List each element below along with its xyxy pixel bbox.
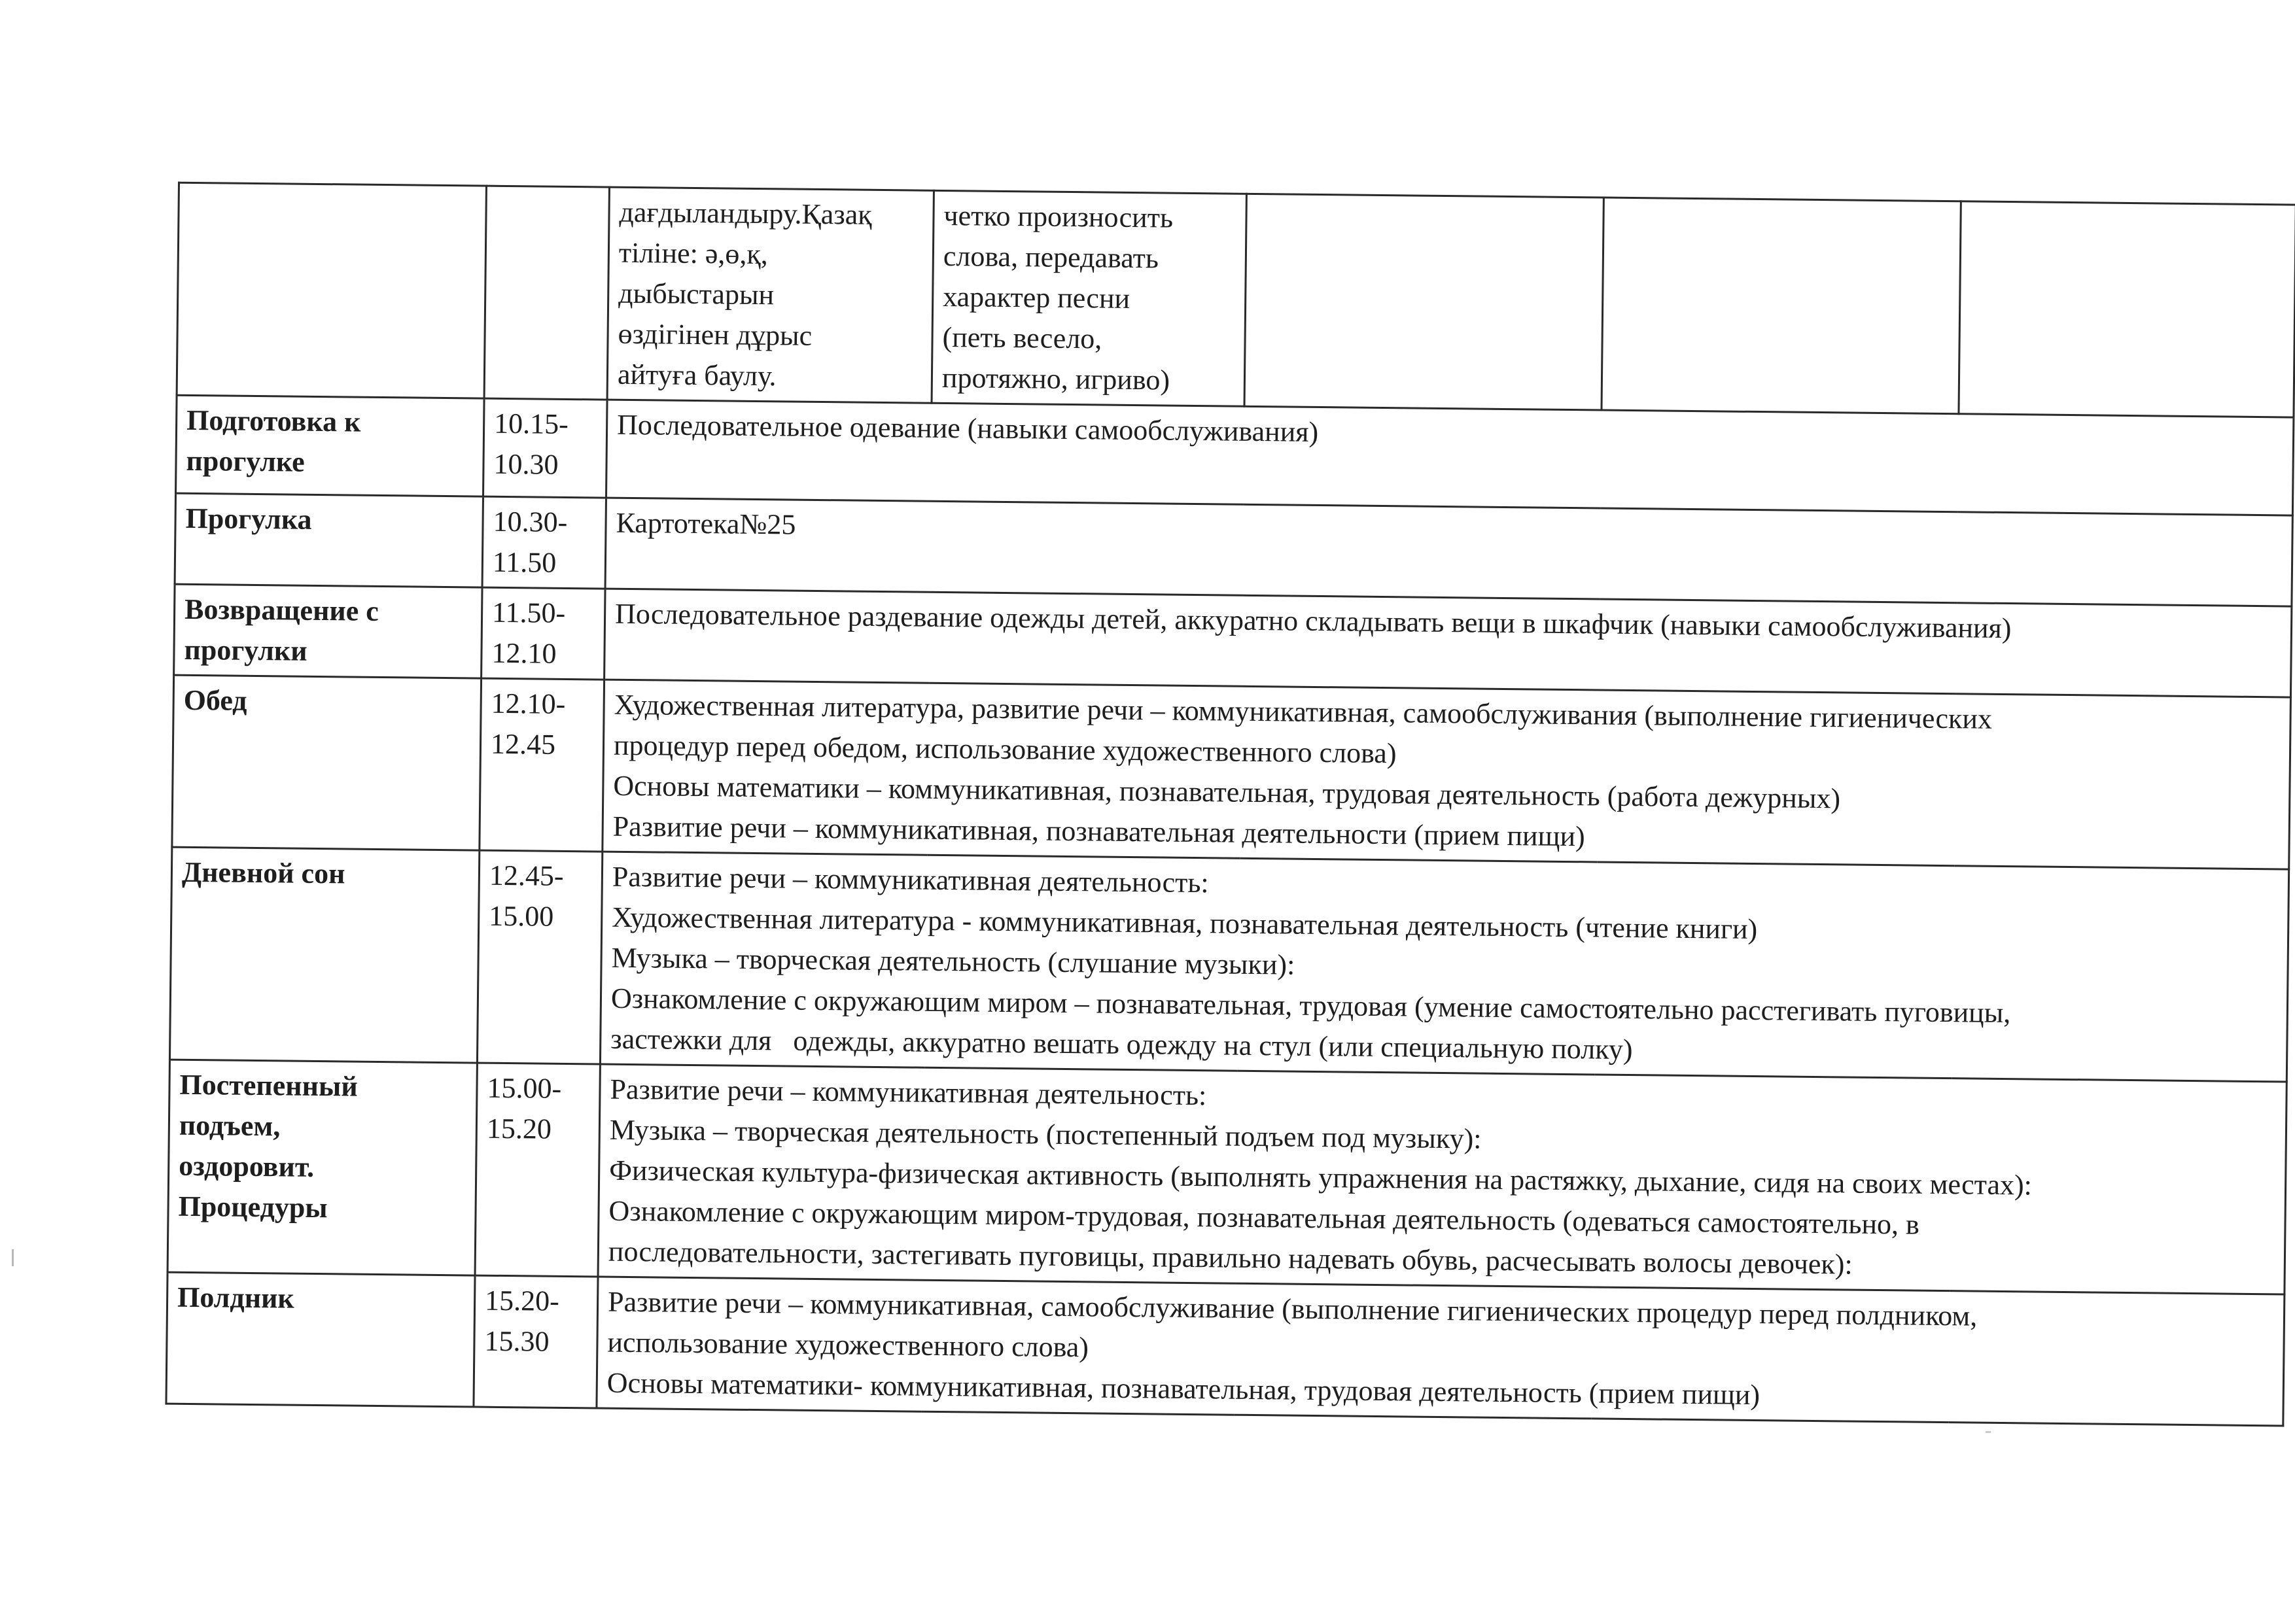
table-row — [169, 847, 2288, 1082]
row-label: Постепенный подъем, оздоровит. Процедуры — [167, 1060, 477, 1275]
row-activity: Последовательное раздевание одежды детей, аккуратно складывать вещи в шкафчик (навыки самообслуживания) — [604, 589, 2292, 697]
row-time: 11.50- 12.10 — [482, 587, 605, 680]
row-label: Прогулка — [175, 493, 483, 587]
table-row — [167, 1060, 2286, 1294]
russian-text-cell: четко произносить слова, передавать характер песни (петь весело, протяжно, игриво) — [932, 190, 1246, 406]
row-label: Дневной сон — [169, 847, 479, 1063]
row-activity: Развитие речи – коммуникативная деятельность: Музыка – творческая деятельность (постепенный подъем под музыку): Физическая культура-физическая активность (выполнять упражнения на растяжку, дыхание, сидя на своих местах): Ознакомление с окружающим миром-трудовая, познавательная деятельность (одеваться самостоятельно, в последовательности, застегивать пуговицы, правильно надевать обувь, расчесывать волосы девочек): — [598, 1064, 2286, 1294]
empty-cell — [1959, 201, 2295, 417]
row-label: Полдник — [166, 1272, 475, 1407]
row-time: 12.45- 15.00 — [477, 850, 602, 1064]
daily-schedule-table — [165, 182, 2295, 1427]
row-activity: Развитие речи – коммуникативная деятельность: Художественная литература - коммуникативная, познавательная деятельность (чтение книги) Музыка – творческая деятельность (слушание музыки): Ознакомление с окружающим миром – познавательная, трудовая (умение самостоятельно расстегивать пуговицы, застежки для одежды, аккуратно вешать одежду на стул (или специальную полку) — [600, 852, 2288, 1082]
row-time: 10.30- 11.50 — [482, 496, 606, 589]
empty-cell — [177, 182, 486, 398]
kazakh-text-cell: дағдыландыру.Қазақ тіліне: ә,ө,қ, дыбыстарын өздігінен дұрыс айтуға баулу. — [607, 187, 934, 403]
scan-speck — [1986, 1431, 1991, 1433]
table-row — [172, 675, 2291, 869]
row-time: 15.00- 15.20 — [475, 1063, 600, 1277]
table-row — [166, 1272, 2285, 1426]
row-time: 12.10- 12.45 — [480, 678, 604, 852]
row-activity: Художественная литература, развитие речи – коммуникативная, самообслуживания (выполнение гигиенических процедур перед обедом, использование художественного слова) Основы математики – коммуникативная, познавательная, трудовая деятельность (работа дежурных) Развитие речи – коммуникативная, познавательная деятельности (прием пищи) — [603, 680, 2291, 869]
row-activity: Развитие речи – коммуникативная, самообслуживание (выполнение гигиенических процедур перед полдником, использование художественного слова) Основы математики- коммуникативная, познавательная, трудовая деятельность (прием пищи) — [597, 1277, 2285, 1426]
row-label: Подготовка к прогулке — [176, 395, 485, 496]
empty-cell — [484, 186, 609, 400]
row-activity: Картотека№25 — [605, 498, 2292, 606]
table-row — [177, 182, 2295, 417]
empty-cell — [1244, 194, 1603, 410]
scan-mark — [12, 1249, 14, 1266]
row-activity: Последовательное одевание (навыки самообслуживания) — [606, 400, 2293, 515]
empty-cell — [1602, 198, 1961, 414]
row-label: Возвращение с прогулки — [174, 584, 482, 678]
row-time: 10.15- 10.30 — [483, 398, 608, 498]
row-time: 15.20- 15.30 — [474, 1275, 598, 1408]
row-label: Обед — [172, 675, 482, 850]
